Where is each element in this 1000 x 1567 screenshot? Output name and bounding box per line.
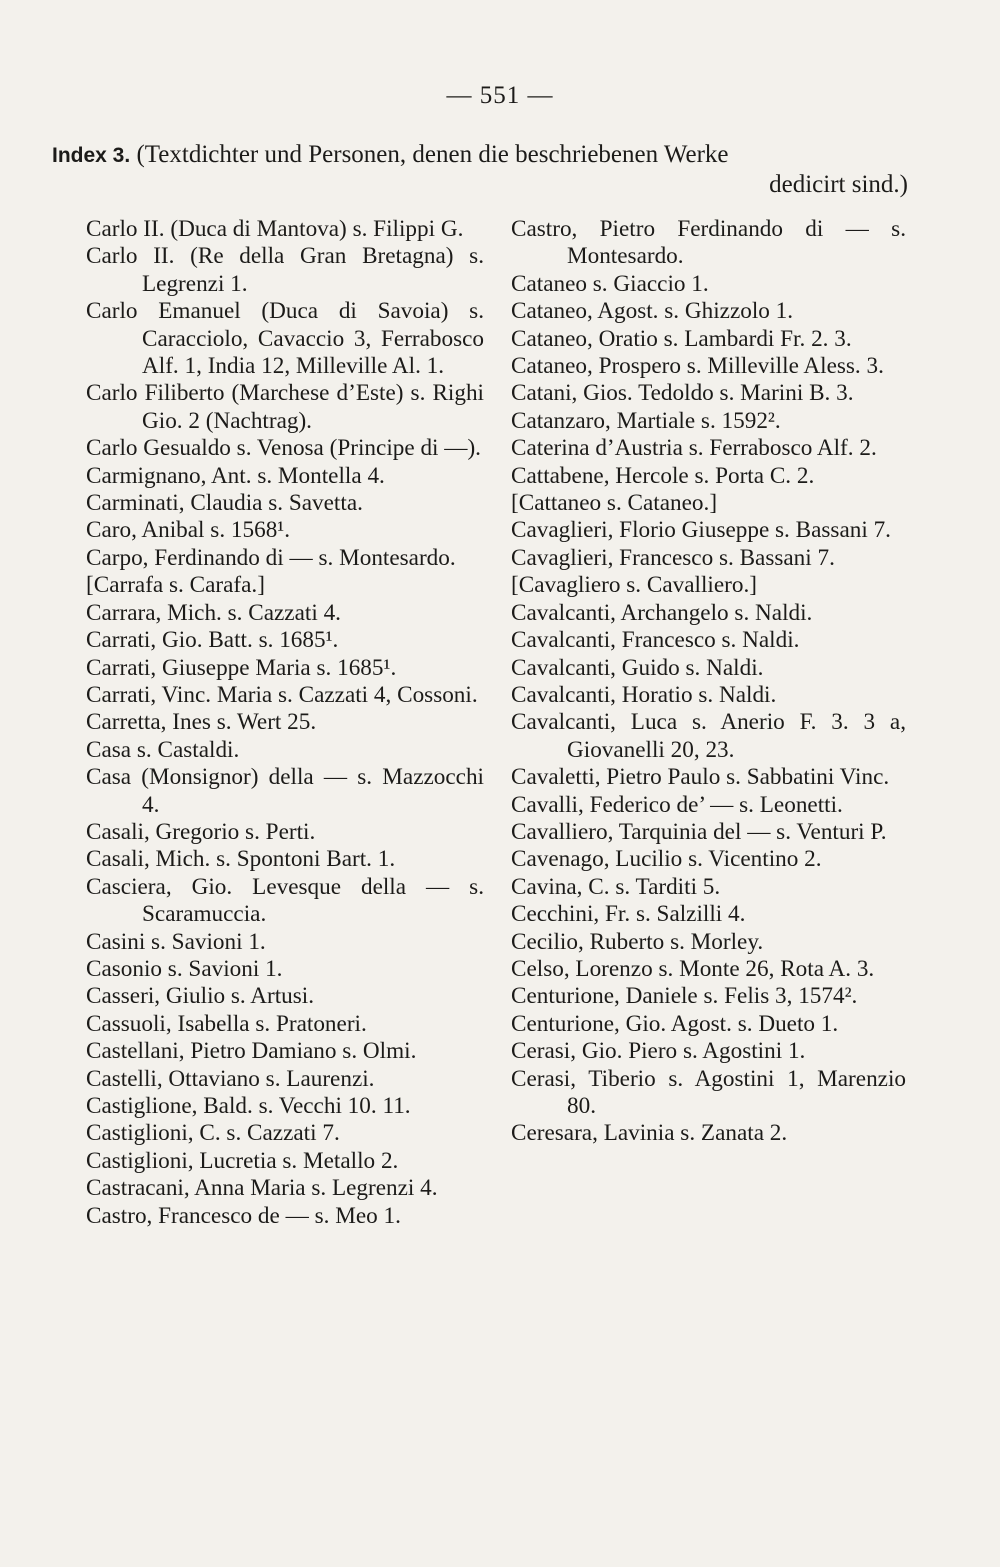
index-entry: Cavalli, Federico de’ — s. Leonetti.: [511, 791, 843, 818]
index-entry: Castiglioni, Lucretia s. Metallo 2.: [86, 1147, 399, 1174]
index-entry: Casini s. Savioni 1.: [86, 928, 266, 955]
index-entry: Cerasi, Gio. Piero s. Agostini 1.: [511, 1038, 806, 1065]
index-entry: Carpo, Ferdinando di — s. Montesardo.: [86, 544, 456, 571]
index-entry: Carlo II. (Re della Gran Bretagna) s. Legrenzi 1.: [86, 243, 484, 297]
index-entry: Casali, Gregorio s. Perti.: [86, 818, 316, 845]
index-entry: Casa s. Castaldi.: [86, 736, 240, 763]
index-entry: Catanzaro, Martiale s. 1592².: [511, 407, 781, 434]
index-entry: Cavalcanti, Horatio s. Naldi.: [511, 681, 777, 708]
index-header-line-2: dedicirt sind.): [769, 171, 908, 198]
index-entry: Carlo Filiberto (Marchese d’Este) s. Righi Gio. 2 (Nachtrag).: [86, 380, 484, 434]
index-entry: Cavaletti, Pietro Paulo s. Sabbatini Vinc.: [511, 764, 890, 791]
index-entry: Carlo Gesualdo s. Venosa (Principe di —).: [86, 435, 481, 462]
index-entry: Cavenago, Lucilio s. Vicentino 2.: [511, 846, 822, 873]
index-entry: Cavalcanti, Guido s. Naldi.: [511, 654, 764, 681]
index-entry: Carrara, Mich. s. Cazzati 4.: [86, 599, 341, 626]
index-entry: Celso, Lorenzo s. Monte 26, Rota A. 3.: [511, 955, 875, 982]
index-entry: Carlo Emanuel (Duca di Savoia) s. Caracciolo, Cavaccio 3, Ferrabosco Alf. 1, India 12, Milleville Al. 1.: [86, 298, 484, 380]
index-entry: Castracani, Anna Maria s. Legrenzi 4.: [86, 1175, 438, 1202]
index-entry: Casali, Mich. s. Spontoni Bart. 1.: [86, 846, 396, 873]
index-entry: Cavalliero, Tarquinia del — s. Venturi P.: [511, 818, 887, 845]
index-entry: Cavalcanti, Luca s. Anerio F. 3. 3 a, Giovanelli 20, 23.: [511, 709, 906, 763]
index-entry: Caro, Anibal s. 1568¹.: [86, 517, 291, 544]
index-entry: Castiglione, Bald. s. Vecchi 10. 11.: [86, 1093, 411, 1119]
index-entry: Cataneo, Agost. s. Ghizzolo 1.: [511, 298, 794, 325]
index-entry: Casciera, Gio. Levesque della — s. Scaramuccia.: [86, 873, 484, 928]
index-entry: Cavina, C. s. Tarditi 5.: [511, 873, 721, 900]
index-entry: Castiglioni, C. s. Cazzati 7.: [86, 1120, 340, 1147]
index-entry: Cavalcanti, Francesco s. Naldi.: [511, 627, 800, 654]
index-entry: Cataneo s. Giaccio 1.: [511, 270, 709, 297]
index-entry: Castro, Francesco de — s. Meo 1.: [86, 1202, 401, 1229]
index-entry: Cecilio, Ruberto s. Morley.: [511, 928, 764, 955]
index-entry: Cavalcanti, Archangelo s. Naldi.: [511, 599, 813, 626]
index-header: [52, 140, 908, 199]
index-entry: Cataneo, Oratio s. Lambardi Fr. 2. 3.: [511, 325, 852, 352]
index-entry: Carretta, Ines s. Wert 25.: [86, 709, 317, 736]
index-entry: Ceresara, Lavinia s. Zanata 2.: [511, 1120, 788, 1147]
index-entry: Castelli, Ottaviano s. Laurenzi.: [86, 1065, 375, 1092]
index-entry: Centurione, Daniele s. Felis 3, 1574².: [511, 983, 858, 1010]
index-description: (Textdichter und Personen, denen die beschriebenen Werke: [136, 141, 729, 168]
page-number: — 551 —: [446, 82, 554, 109]
index-entry: Carmignano, Ant. s. Montella 4.: [86, 462, 385, 489]
index-entry: Casseri, Giulio s. Artusi.: [86, 983, 315, 1010]
index-entry: Cattabene, Hercole s. Porta C. 2.: [511, 462, 815, 489]
index-entry: [Cavagliero s. Cavalliero.]: [511, 572, 757, 599]
index-entry: Caterina d’Austria s. Ferrabosco Alf. 2.: [511, 435, 877, 462]
index-label: Index 3.: [52, 144, 131, 167]
index-entry: Carrati, Vinc. Maria s. Cazzati 4, Cossoni.: [86, 681, 478, 708]
index-entry: Cavaglieri, Florio Giuseppe s. Bassani 7.: [511, 517, 891, 544]
index-column-right: [511, 216, 906, 1148]
index-entry: [Cattaneo s. Cataneo.]: [511, 490, 718, 517]
index-entry: Catani, Gios. Tedoldo s. Marini B. 3.: [511, 380, 854, 407]
index-entry: Carrati, Gio. Batt. s. 1685¹.: [86, 627, 339, 654]
index-entry: Centurione, Gio. Agost. s. Dueto 1.: [511, 1010, 839, 1037]
index-column-left: [86, 216, 484, 1230]
index-entry: Cataneo, Prospero s. Milleville Aless. 3.: [511, 353, 884, 380]
index-entry: [Carrafa s. Carafa.]: [86, 572, 265, 599]
index-entry: Cerasi, Tiberio s. Agostini 1, Marenzio 80.: [511, 1065, 906, 1119]
index-entry: Castro, Pietro Ferdinando di — s. Montesardo.: [511, 216, 906, 270]
index-entry: Castellani, Pietro Damiano s. Olmi.: [86, 1038, 417, 1065]
index-entry: Carrati, Giuseppe Maria s. 1685¹.: [86, 654, 397, 681]
index-entry: Casa (Monsignor) della — s. Mazzocchi 4.: [86, 764, 484, 818]
index-entry: Carminati, Claudia s. Savetta.: [86, 490, 363, 517]
index-entry: Casonio s. Savioni 1.: [86, 955, 283, 982]
index-header-line-1: [52, 140, 908, 170]
index-entry: Carlo II. (Duca di Mantova) s. Filippi G.: [86, 216, 464, 242]
index-entry: Cecchini, Fr. s. Salzilli 4.: [511, 901, 746, 928]
index-entry: Cavaglieri, Francesco s. Bassani 7.: [511, 544, 835, 571]
index-entry: Cassuoli, Isabella s. Pratoneri.: [86, 1010, 367, 1037]
